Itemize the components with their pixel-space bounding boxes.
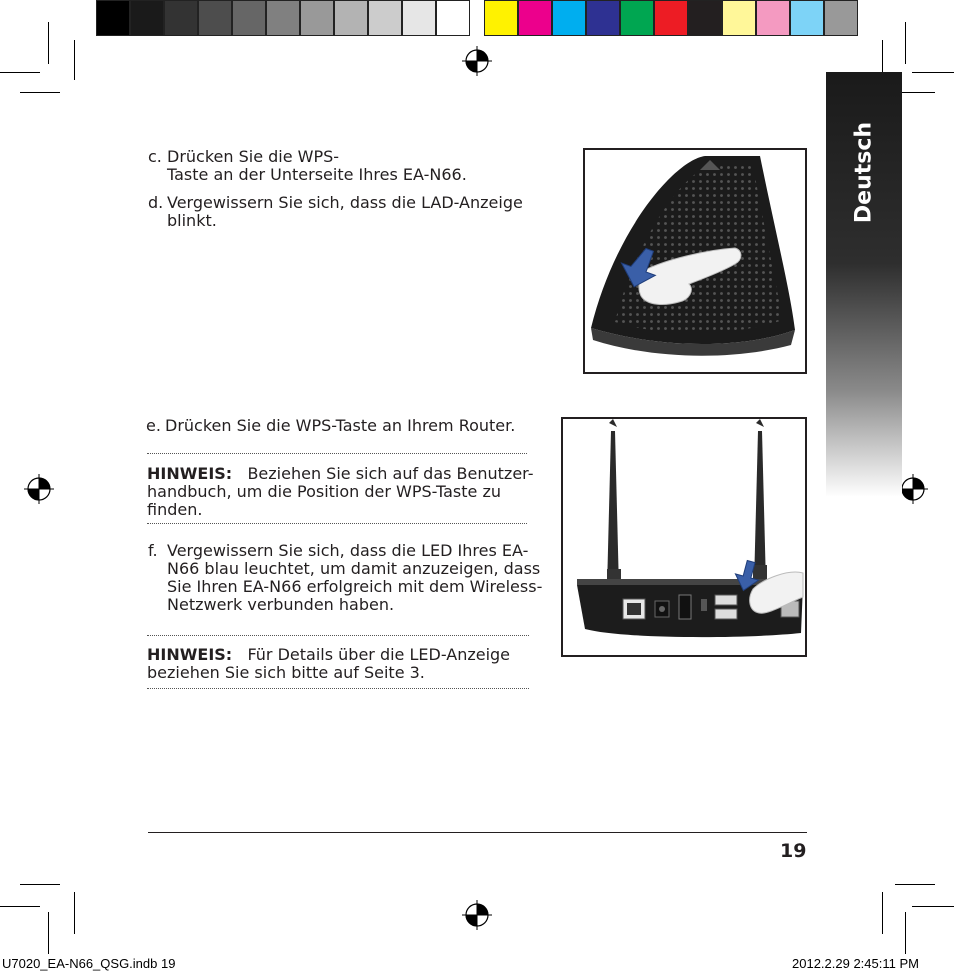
gray-swatch (300, 0, 334, 36)
registration-mark-bottom (462, 900, 492, 930)
color-swatch (484, 0, 518, 36)
step-c-label: c. (148, 147, 162, 166)
step-f-text: Vergewissern Sie sich, dass die LED Ihres EA-N66 blau leuchtet, um damit anzuzeigen, dass Sie Ihren EA-N66 erfolgreich mit dem Wireless-Netzwerk verbunden haben. (167, 541, 543, 614)
registration-mark-right (898, 474, 928, 504)
divider (147, 523, 527, 524)
note-text: Für Details über die LED-Anzeige beziehen Sie sich bitte auf Seite 3. (147, 645, 511, 682)
step-f-label: f. (148, 541, 158, 560)
note-wps-location (147, 465, 537, 519)
page-number: 19 (780, 840, 807, 862)
step-c-line1: Drücken Sie die WPS- (167, 147, 340, 166)
color-swatch (552, 0, 586, 36)
figure-wps-router (561, 417, 807, 657)
note-label: HINWEIS: (147, 464, 233, 483)
note-label: HINWEIS: (147, 645, 233, 664)
divider (147, 688, 529, 689)
gray-swatch (436, 0, 470, 36)
color-swatch (824, 0, 858, 36)
footer-filename: U7020_EA-N66_QSG.indb 19 (2, 956, 176, 971)
note-led-details (147, 646, 527, 682)
bottom-rule (148, 832, 807, 833)
step-d-label: d. (148, 193, 164, 212)
gray-swatch (368, 0, 402, 36)
gray-swatch (334, 0, 368, 36)
step-e-text: Drücken Sie die WPS-Taste an Ihrem Router. (165, 416, 516, 435)
color-swatch (756, 0, 790, 36)
step-d-text: Vergewissern Sie sich, dass die LAD-Anzeige blinkt. (167, 193, 523, 230)
registration-mark-left (24, 474, 54, 504)
gray-swatch (266, 0, 300, 36)
divider (147, 453, 527, 454)
figure-wps-device (583, 148, 807, 374)
color-swatch (654, 0, 688, 36)
color-swatch (722, 0, 756, 36)
footer-timestamp: 2012.2.29 2:45:11 PM (792, 956, 919, 971)
step-e-label: e. (146, 416, 161, 435)
registration-mark-top (462, 46, 492, 76)
color-swatch (518, 0, 552, 36)
color-swatch (790, 0, 824, 36)
language-tab (826, 72, 902, 497)
gray-swatch (198, 0, 232, 36)
gray-swatch (402, 0, 436, 36)
router-illustration (563, 419, 805, 655)
gray-swatch (96, 0, 130, 36)
gray-swatch (164, 0, 198, 36)
note-text: Beziehen Sie sich auf das Benutzer-handbuch, um die Position der WPS-Taste zu finden. (147, 464, 534, 519)
step-c-line2: Taste an der Unterseite Ihres EA-N66. (167, 165, 467, 184)
color-swatch (688, 0, 722, 36)
gray-swatch (232, 0, 266, 36)
gray-swatch (130, 0, 164, 36)
color-swatch (586, 0, 620, 36)
divider (147, 635, 529, 636)
device-illustration (585, 150, 805, 372)
color-swatch (620, 0, 654, 36)
language-tab-label: Deutsch (851, 121, 877, 224)
